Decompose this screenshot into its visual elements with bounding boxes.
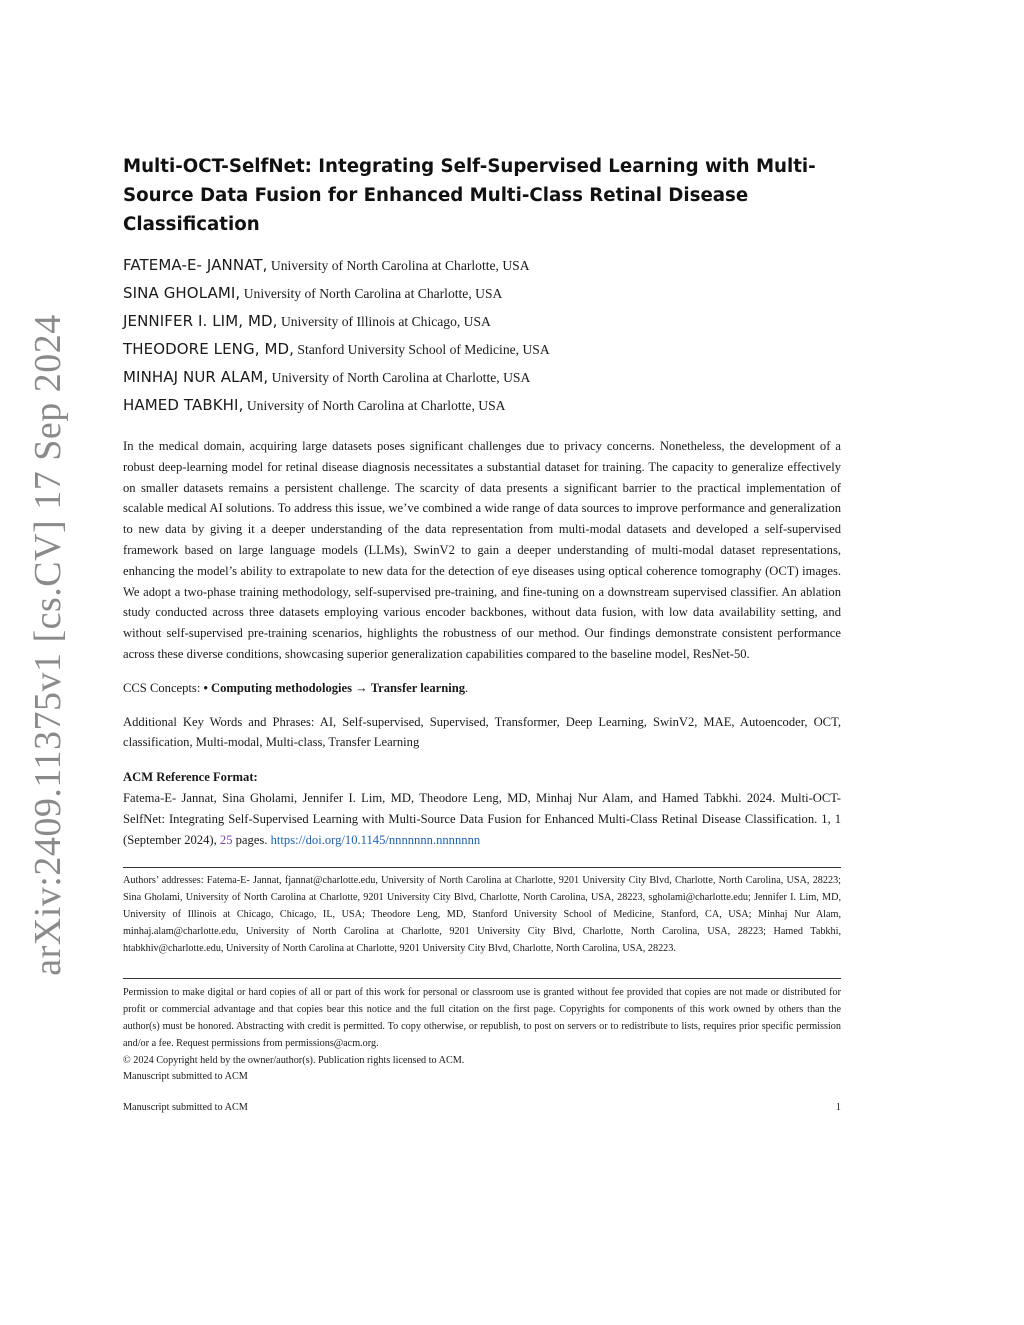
author-entry <box>123 336 841 364</box>
author-affiliation: University of Illinois at Chicago, USA <box>277 314 491 329</box>
author-affiliation: University of North Carolina at Charlotte, USA <box>243 398 506 413</box>
manuscript-note: Manuscript submitted to ACM <box>123 1071 248 1083</box>
permission-divider <box>123 978 841 979</box>
author-entry <box>123 364 841 392</box>
addresses-divider <box>123 867 841 868</box>
paper-title: Multi-OCT-SelfNet: Integrating Self-Supervised Learning with Multi-Source Data Fusion for Enhanced Multi-Class Retinal Disease Classification <box>123 156 816 235</box>
keywords: Additional Key Words and Phrases: AI, Self-supervised, Supervised, Transformer, Deep Learning, SwinV2, MAE, Autoencoder, OCT, classification, Multi-modal, Multi-class, Transfer Learning <box>123 714 841 750</box>
reference-format <box>123 788 841 850</box>
ccs-concept: • Computing methodologies → Transfer learning <box>203 680 466 695</box>
paper-first-page <box>123 152 841 1086</box>
author-affiliation: University of North Carolina at Charlotte, USA <box>240 286 503 301</box>
reference-pages-link[interactable]: 25 <box>219 832 233 847</box>
author-affiliation: University of North Carolina at Charlotte, USA <box>268 370 531 385</box>
author-name: JENNIFER I. LIM, MD, <box>123 312 278 330</box>
author-entry <box>123 252 841 280</box>
author-name: THEODORE LENG, MD, <box>123 340 295 358</box>
author-entry <box>123 392 841 420</box>
abstract: In the medical domain, acquiring large datasets poses significant challenges due to privacy concerns. Nonetheless, the development of a robust deep-learning model for retinal disease diagnosis necessitates a substantial dataset for training. The capacity to generalize effectively on smaller datasets remains a persistent challenge. The scarcity of data presents a significant barrier to the practical implementation of scalable medical AI solutions. To address this issue, we’ve combined a wide range of data sources to improve performance and generalization to new data by giving it a deeper understanding of the data representation from multi-modal datasets and developed a self-supervised framework based on large language models (LLMs), SwinV2 to gain a deeper understanding of multi-modal dataset representations, enhancing the model’s ability to extrapolate to new data for the detection of eye diseases using optical coherence tomography (OCT) images. We adopt a two-phase training methodology, self-supervised pre-training, and fine-tuning on a downstream supervised classifier. An ablation study conducted across three datasets employing various encoder backbones, without data fusion, with low data availability setting, and without self-supervised pre-training scenarios, highlights the robustness of our method. Our findings demonstrate consistent performance across these diverse conditions, showcasing superior generalization capabilities compared to the baseline model, ResNet-50. <box>123 439 841 661</box>
author-entry <box>123 280 841 308</box>
permission-notice: Permission to make digital or hard copies of all or part of this work for personal or classroom use is granted without fee provided that copies are not made or distributed for profit or commercial advantage and that copies bear this notice and the full citation on the first page. Copyrights for components of this work owned by others than the author(s) must be honored. Abstracting with credit is permitted. To copy otherwise, or republish, to post on servers or to redistribute to lists, requires prior specific permission and/or a fee. Request permissions from permissions@acm.org. <box>123 987 841 1049</box>
author-entry <box>123 308 841 336</box>
arxiv-identifier-stamp: arXiv:2409.11375v1 [cs.CV] 17 Sep 2024 <box>27 314 69 976</box>
page-number: 1 <box>835 1102 841 1113</box>
reference-text: Fatema-E- Jannat, Sina Gholami, Jennifer I. Lim, MD, Theodore Leng, MD, Minhaj Nur Alam, and Hamed Tabkhi. 2024. Multi-OCT-SelfNet: Integrating Self-Supervised Learning with Multi-Source Data Fusion for Enhanced Multi-Class Retinal Disease Classification. 1, 1 (September 2024), <box>123 790 841 847</box>
author-name: SINA GHOLAMI, <box>123 284 241 302</box>
author-affiliation: Stanford University School of Medicine, USA <box>294 342 550 357</box>
doi-link[interactable]: https://doi.org/10.1145/nnnnnnn.nnnnnnn <box>270 832 481 847</box>
copyright-notice: © 2024 Copyright held by the owner/author(s). Publication rights licensed to ACM. <box>123 1054 465 1066</box>
page-footer <box>123 1100 841 1116</box>
author-list <box>123 252 841 420</box>
author-affiliation: University of North Carolina at Charlotte, USA <box>267 258 530 273</box>
author-name: FATEMA-E- JANNAT, <box>123 256 268 274</box>
ccs-suffix: . <box>465 680 469 695</box>
reference-heading: ACM Reference Format: <box>123 770 258 785</box>
ccs-concepts <box>123 678 841 699</box>
author-name: HAMED TABKHI, <box>123 396 244 414</box>
author-name: MINHAJ NUR ALAM, <box>123 368 269 386</box>
footer-manuscript-label: Manuscript submitted to ACM <box>123 1102 248 1113</box>
ccs-prefix: CCS Concepts: <box>123 680 204 695</box>
author-addresses: Authors’ addresses: Fatema-E- Jannat, fjannat@charlotte.edu, University of North Carolina at Charlotte, 9201 University City Blvd, Charlotte, North Carolina, USA, 28223; Sina Gholami, University of North Carolina at Charlotte, 9201 University City Blvd, Charlotte, North Carolina, USA, 28223, sgholami@charlotte.edu; Jennifer I. Lim, MD, University of Illinois at Chicago, Chicago, IL, USA; Theodore Leng, MD, Stanford University School of Medicine, Stanford, CA, USA; Minhaj Nur Alam, minhaj.alam@charlotte.edu, University of North Carolina at Charlotte, 9201 University City Blvd, Charlotte, North Carolina, USA, 28223; Hamed Tabkhi, htabkhiv@charlotte.edu, University of North Carolina at Charlotte, 9201 University City Blvd, Charlotte, North Carolina, USA, 28223. <box>123 875 841 954</box>
reference-pages-word: pages. <box>232 832 271 847</box>
